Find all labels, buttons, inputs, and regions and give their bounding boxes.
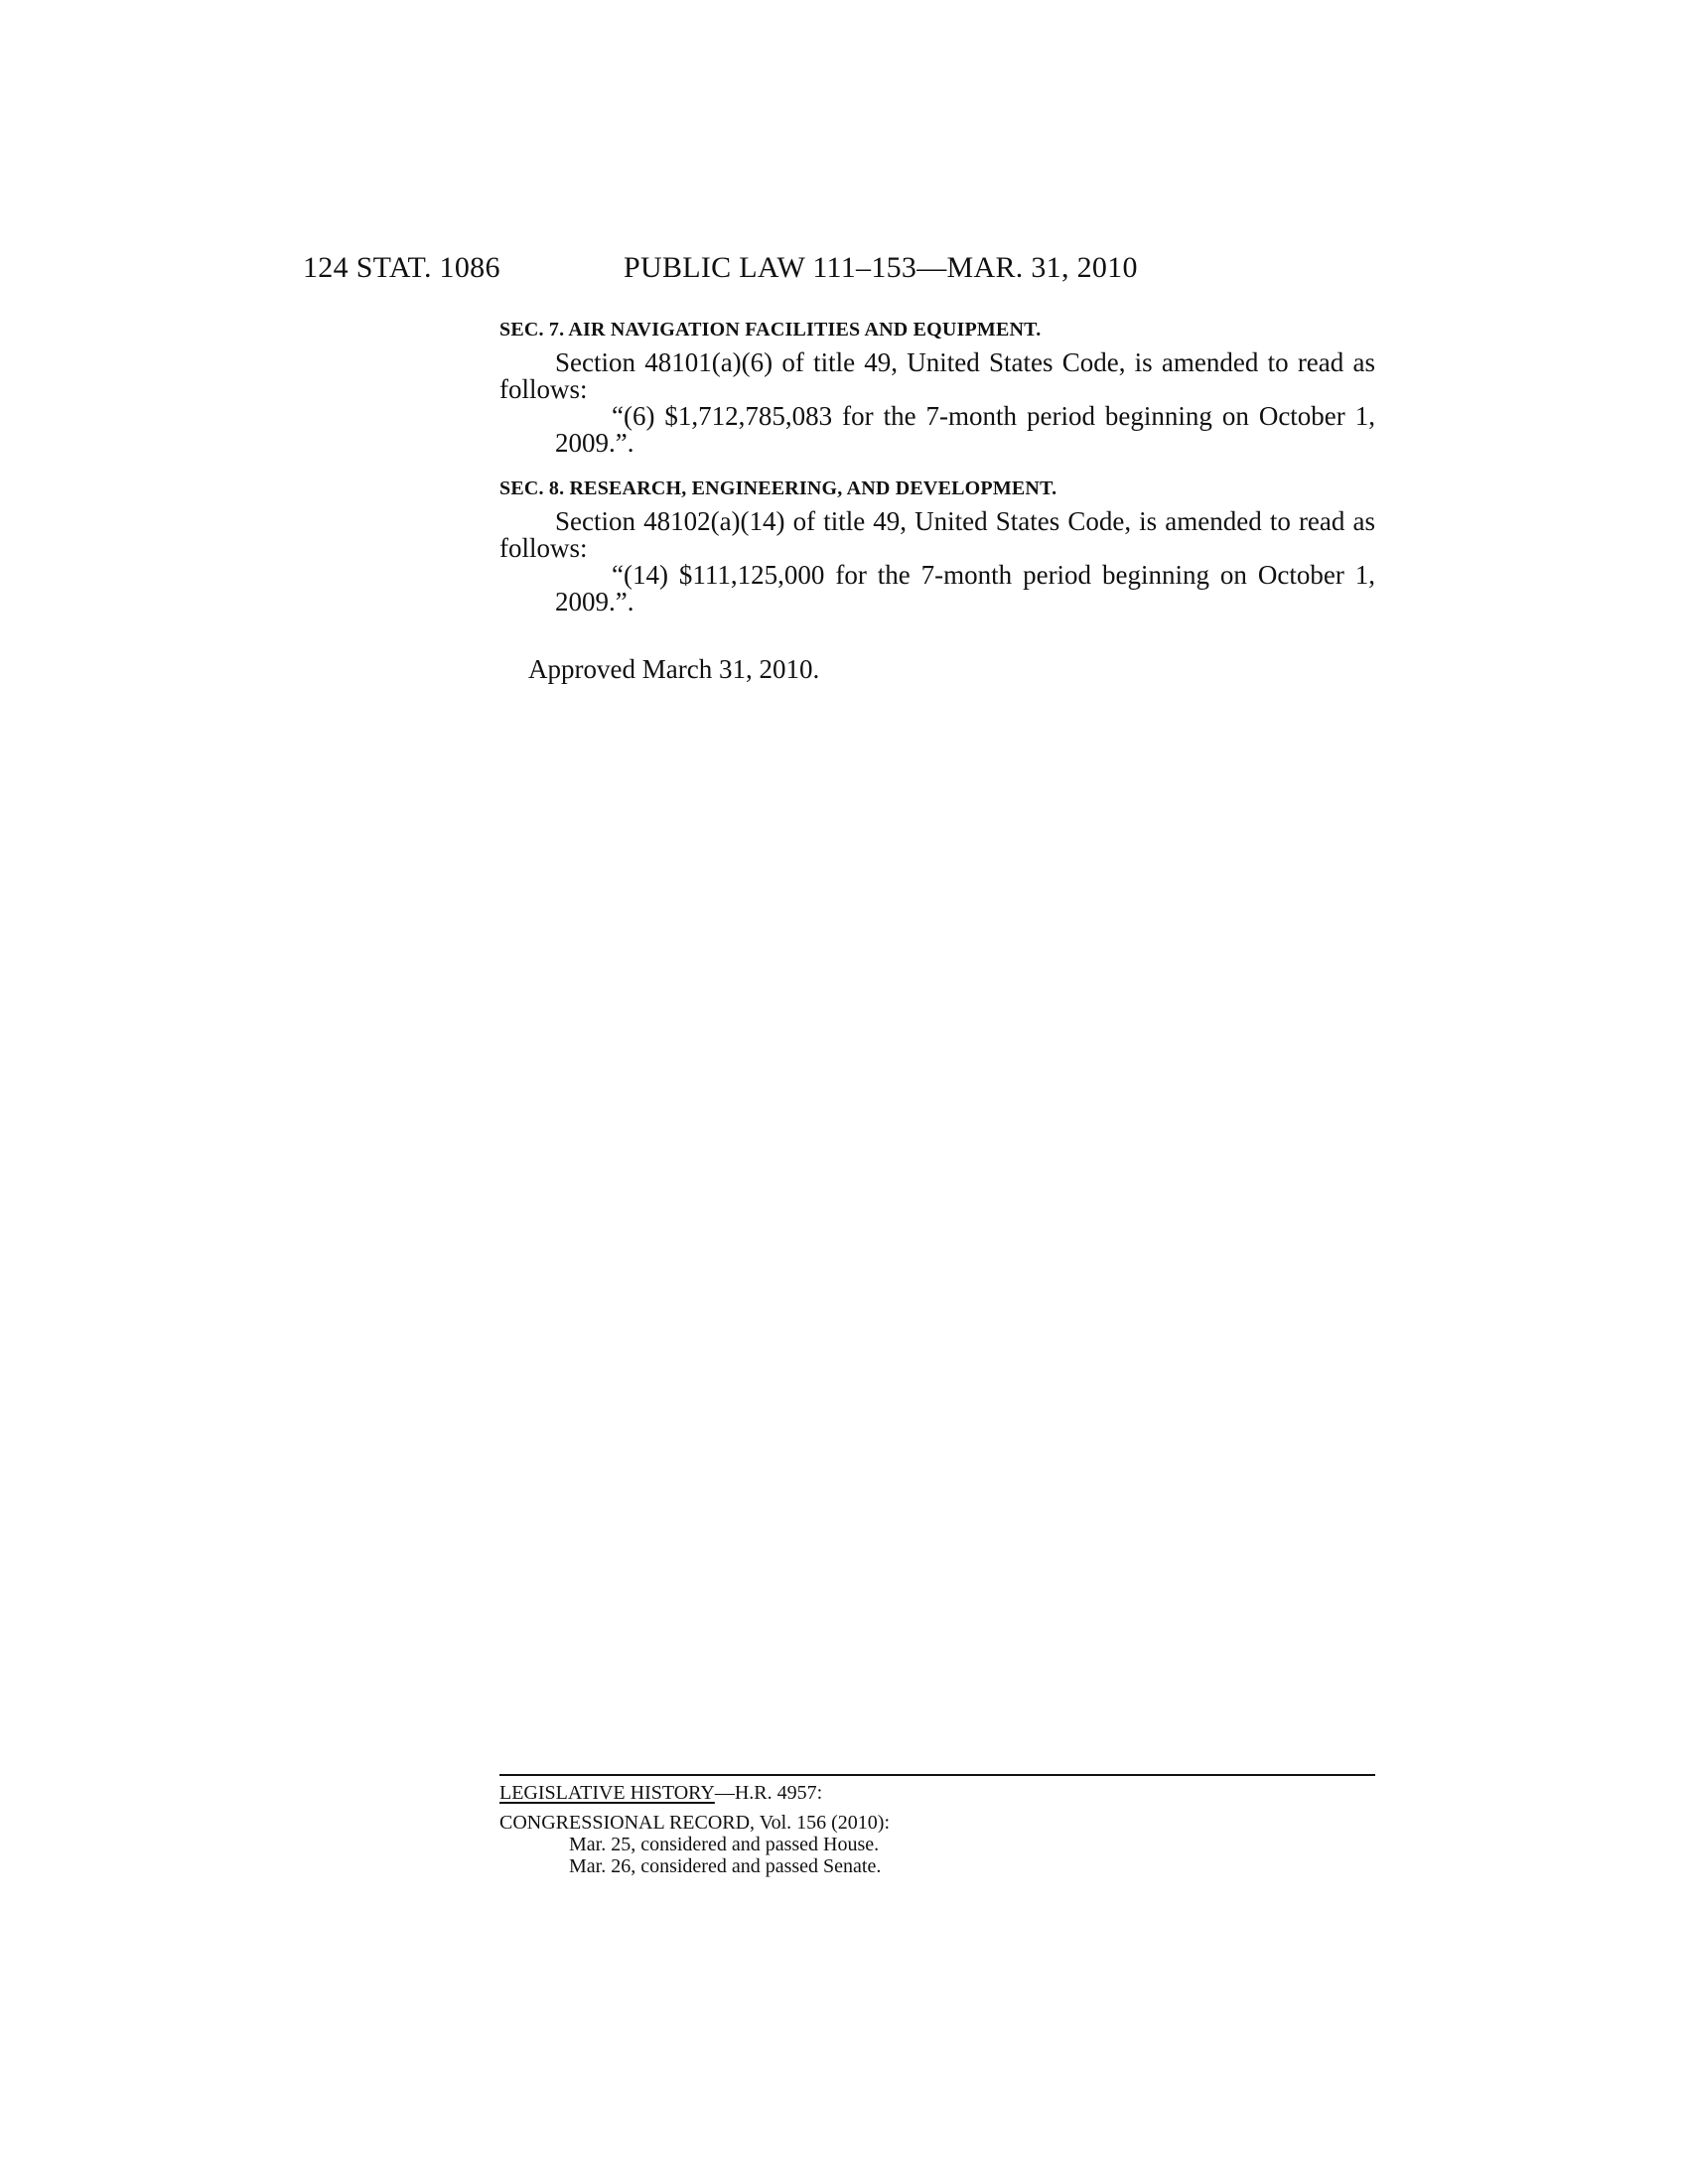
- section-8-heading: SEC. 8. RESEARCH, ENGINEERING, AND DEVELOPMENT.: [499, 478, 1057, 499]
- statute-citation: 124 STAT. 1086: [303, 251, 500, 284]
- section-7-heading: SEC. 7. AIR NAVIGATION FACILITIES AND EQUIPMENT.: [499, 319, 1042, 341]
- section-8-quote: “(14) $111,125,000 for the 7-month period beginning on October 1, 2009.”.: [555, 560, 1375, 616]
- section-7-quote: “(6) $1,712,785,083 for the 7-month period beginning on October 1, 2009.”.: [555, 401, 1375, 458]
- approval-date: Approved March 31, 2010.: [528, 654, 820, 684]
- page-header: [303, 248, 1226, 288]
- history-entry-senate: Mar. 26, considered and passed Senate.: [569, 1855, 882, 1877]
- legislative-history-label: LEGISLATIVE HISTORY: [499, 1782, 715, 1804]
- public-law-title: PUBLIC LAW 111–153—MAR. 31, 2010: [624, 251, 1138, 284]
- law-body: [499, 316, 1375, 615]
- section-8-text: [499, 508, 1375, 562]
- legislative-history-footnote: [499, 1782, 1375, 1877]
- section-7-text-content: Section 48101(a)(6) of title 49, United States Code, is amended to read as follows:: [499, 347, 1375, 404]
- congressional-record-line: CONGRESSIONAL RECORD, Vol. 156 (2010):: [499, 1812, 890, 1834]
- history-entry-house: Mar. 25, considered and passed House.: [569, 1834, 880, 1855]
- section-7-text: [499, 349, 1375, 403]
- footnote-rule: [499, 1774, 1375, 1776]
- section-8-text-content: Section 48102(a)(14) of title 49, United States Code, is amended to read as follows:: [499, 506, 1375, 563]
- bill-number: —H.R. 4957:: [714, 1782, 823, 1804]
- legislative-history-heading: [499, 1782, 1375, 1804]
